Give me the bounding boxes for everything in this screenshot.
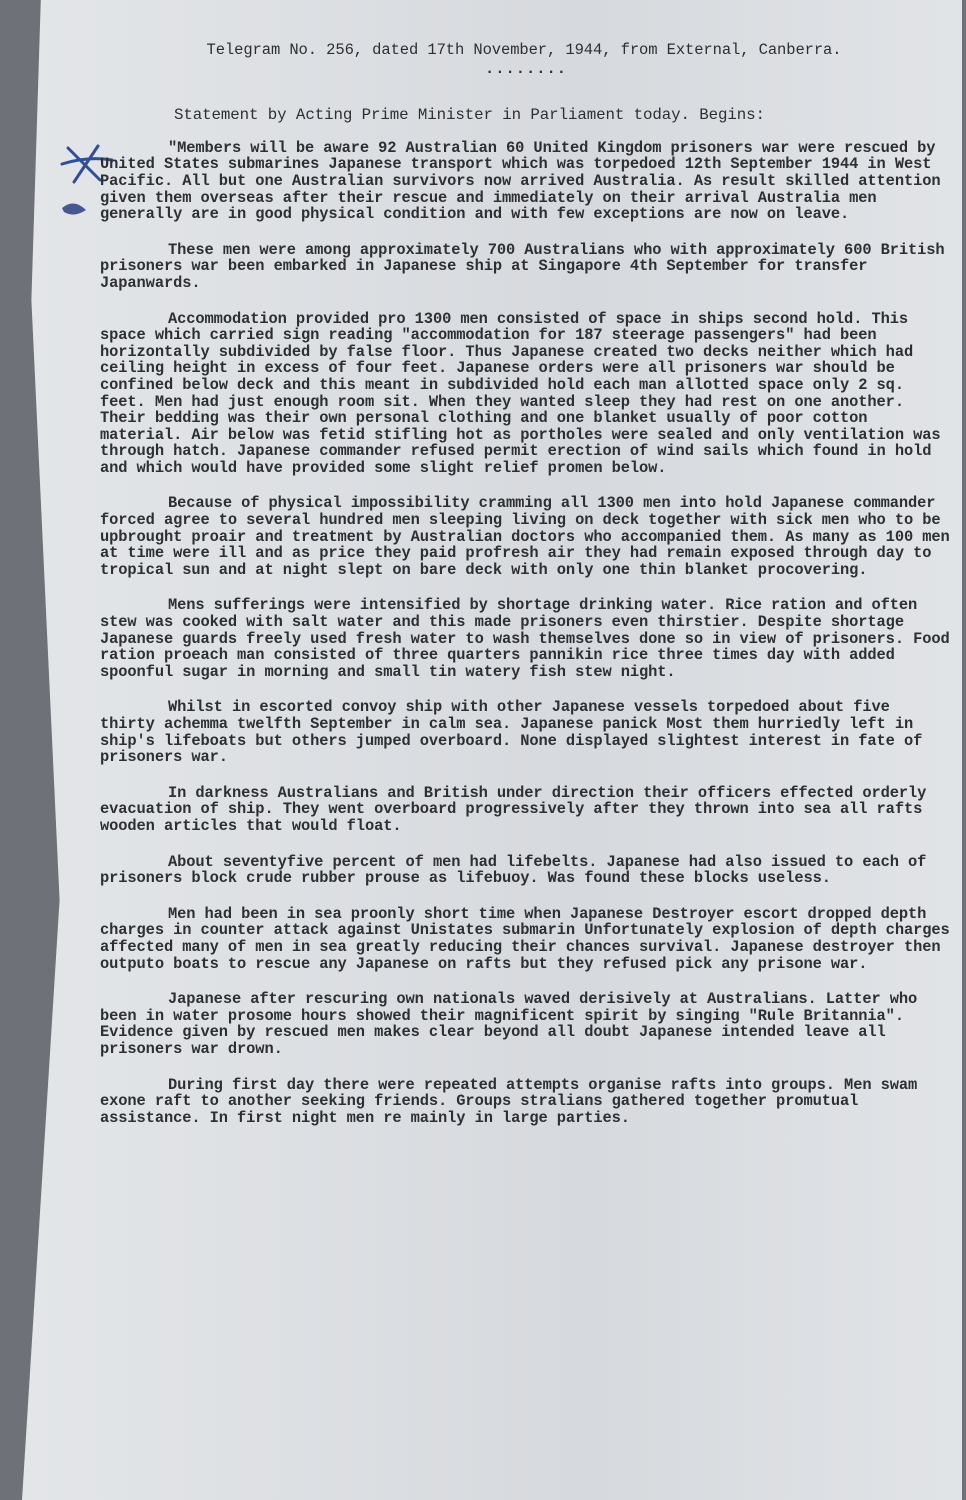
paragraph: Mens sufferings were intensified by shortage drinking water. Rice ration and often stew was cooked with salt water and this made prisoners even thirstier. Despite shortage Japanese guards freely used fresh water to wash themselves done so in view of prisoners. Food ration proeach man consisted of three quarters pannikin rice three times day with added spoonful sugar in morning and small tin watery fish stew night. xyxy=(100,596,950,681)
telegram-title: Telegram No. 256, dated 17th November, 1944, from External, Canberra. xyxy=(206,41,842,59)
paragraph: During first day there were repeated attempts organise rafts into groups. Men swam exone raft to another seeking friends. Groups stralians gathered together promutual assistance. In first night men re mainly in large parties. xyxy=(100,1075,918,1127)
paragraph: Because of physical impossibility cramming all 1300 men into hold Japanese commander forced agree to several hundred men sleeping living on deck together with sick men who to be upbrought proair and treatment by Australian doctors who accompanied them. As many as 100 men at time were ill and as price they paid profresh air they had remain exposed through day to tropical sun and at night slept on bare deck with only one thin blanket procovering. xyxy=(100,494,950,579)
telegram-text xyxy=(100,42,952,1126)
paragraph: In darkness Australians and British under direction their officers effected orderly evacuation of ship. They went overboard progressively after they thrown into sea all rafts wooden articles that would float. xyxy=(100,783,927,835)
paragraph: About seventyfive percent of men had lifebelts. Japanese had also issued to each of prisoners block crude rubber prouse as lifebuoy. Was found these blocks useless. xyxy=(100,852,927,888)
paragraph: Accommodation provided pro 1300 men consisted of space in ships second hold. This space which carried sign reading "accommodation for 187 steerage passengers" had been horizontally subdivided by false floor. Thus Japanese created two decks neither which had ceiling height in excess of four feet. Japanese orders were all prisoners war should be confined below deck and this meant in subdivided hold each man allotted space only 2 sq. feet. Men had just enough room sit. When they wanted sleep they had rest on one another. Their bedding was their own personal clothing and one blanket usually of poor cotton material. Air below was fetid stifling hot as portholes were sealed and only ventilation was through hatch. Japanese commander refused permit erection of wind sails which found in hold and which would have provided some slight relief promen below. xyxy=(100,309,941,477)
paragraph: "Members will be aware 92 Australian 60 United Kingdom prisoners war were rescued by United States submarines Japanese transport which was torpedoed 12th September 1944 in West Pacific. All but one Australian survivors now arrived Australia. As result skilled attention given them overseas after their rescue and immediately on their arrival Australia men generally are in good physical condition and with few exceptions are now on leave. xyxy=(100,138,941,224)
statement-heading: Statement by Acting Prime Minister in Parliament today. Begins: xyxy=(174,106,765,125)
paragraph: Japanese after rescuring own nationals waved derisively at Australians. Latter who been in water prosome hours showed their magnificent spirit by singing "Rule Britannia". Evidence given by rescued men makes clear beyond all doubt Japanese intended leave all prisoners war drown. xyxy=(100,990,918,1058)
separator: ........ xyxy=(485,59,567,78)
paragraph: These men were among approximately 700 Australians who with approximately 600 British prisoners war been embarked in Japanese ship at Singapore 4th September for transfer Japanwards. xyxy=(100,240,945,292)
paragraph: Men had been in sea proonly short time when Japanese Destroyer escort dropped depth charges in counter attack against Unistates submarin Unfortunately explosion of depth charges affected many of men in sea greatly reducing their chances survival. Japanese destroyer then outputo boats to rescue any Japanese on rafts but they refused pick any prisone war. xyxy=(100,904,950,973)
paragraph: Whilst in escorted convoy ship with other Japanese vessels torpedoed about five thirty achemma twelfth September in calm sea. Japanese panick Most them hurriedly left in ship's lifeboats but others jumped overboard. None displayed slightest interest in fate of prisoners war. xyxy=(100,698,923,767)
